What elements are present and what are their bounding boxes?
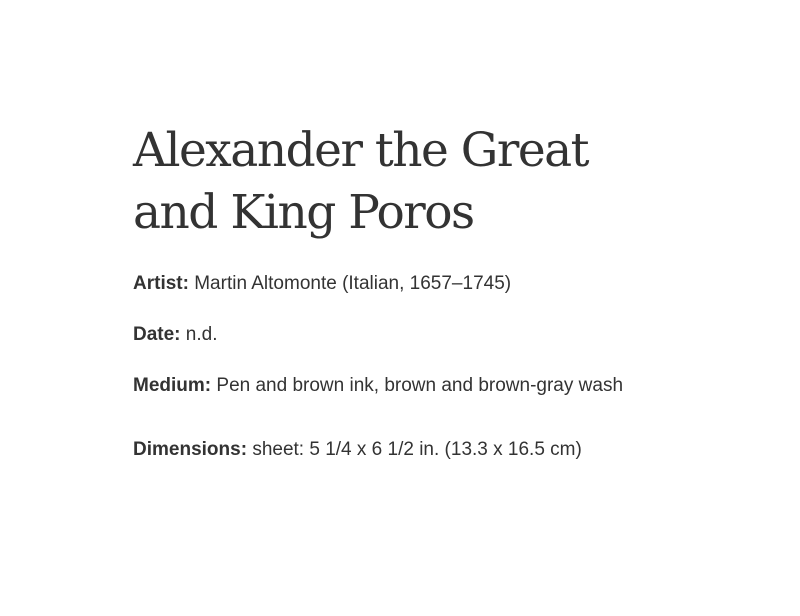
medium-value: Pen and brown ink, brown and brown-gray wash — [216, 375, 624, 396]
artwork-title — [133, 120, 753, 244]
artwork-title-line-1: Alexander the Great — [133, 123, 589, 178]
artwork-title-line-2: and King Poros — [133, 185, 474, 240]
artwork-details — [133, 272, 753, 462]
artist-value: Martin Altomonte (Italian, 1657–1745) — [194, 273, 512, 294]
dimensions-label: Dimensions: — [133, 439, 248, 460]
artist-label: Artist: — [133, 273, 189, 294]
dimensions-detail — [133, 438, 753, 462]
dimensions-value: sheet: 5 1/4 x 6 1/2 in. (13.3 x 16.5 cm) — [252, 439, 582, 460]
medium-label: Medium: — [133, 375, 212, 396]
artwork-info — [133, 120, 753, 489]
date-value: n.d. — [185, 324, 218, 345]
date-detail — [133, 323, 753, 347]
medium-detail — [133, 374, 753, 398]
date-label: Date: — [133, 324, 181, 345]
artist-detail — [133, 272, 753, 296]
